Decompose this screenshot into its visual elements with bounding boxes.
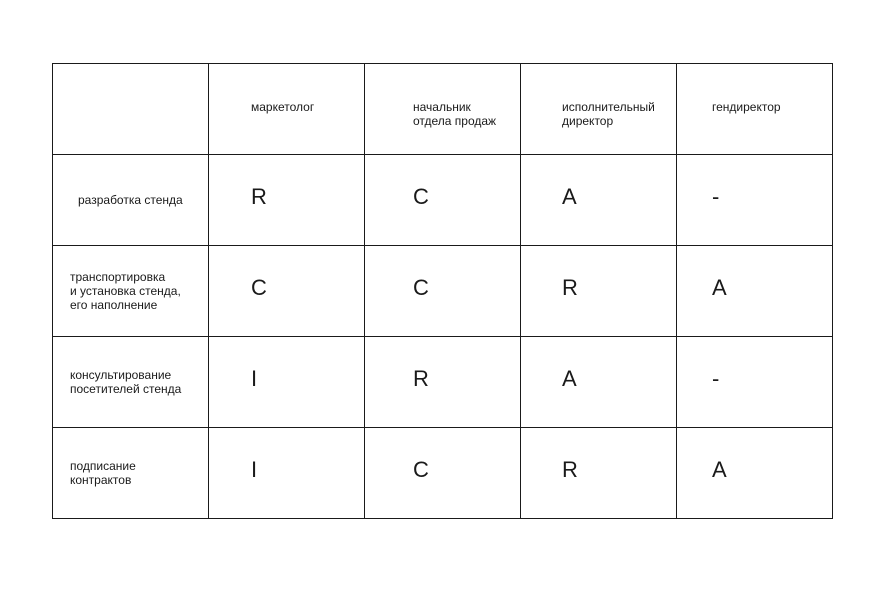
row-task-label: транспортировка и установка стенда, его наполнение	[53, 246, 209, 337]
role-cell: I	[209, 337, 365, 428]
column-header-sales-head	[365, 64, 521, 155]
column-header-executive-director	[521, 64, 677, 155]
role-cell: -	[677, 155, 833, 246]
role-cell: -	[677, 337, 833, 428]
role-cell: R	[365, 337, 521, 428]
role-cell: C	[365, 246, 521, 337]
role-cell: R	[209, 155, 365, 246]
table-row	[53, 155, 833, 246]
role-cell: R	[521, 246, 677, 337]
table-row	[53, 246, 833, 337]
row-task-label: консультирование посетителей стенда	[53, 337, 209, 428]
role-cell: A	[521, 337, 677, 428]
role-cell: C	[365, 155, 521, 246]
header-row	[53, 64, 833, 155]
role-cell: I	[209, 428, 365, 519]
column-header-label: начальник отдела продаж	[413, 100, 497, 128]
raci-matrix-table	[52, 63, 833, 519]
row-task-label: подписание контрактов	[53, 428, 209, 519]
column-header-label: исполнительный директор	[562, 100, 655, 128]
table-row	[53, 428, 833, 519]
column-header-ceo	[677, 64, 833, 155]
corner-cell	[53, 64, 209, 155]
column-header-label: маркетолог	[251, 100, 315, 114]
role-cell: C	[209, 246, 365, 337]
table-row	[53, 337, 833, 428]
column-header-marketer	[209, 64, 365, 155]
role-cell: A	[677, 246, 833, 337]
role-cell: A	[521, 155, 677, 246]
column-header-label: гендиректор	[712, 100, 781, 114]
role-cell: C	[365, 428, 521, 519]
role-cell: R	[521, 428, 677, 519]
row-task-label: разработка стенда	[53, 155, 209, 246]
role-cell: A	[677, 428, 833, 519]
